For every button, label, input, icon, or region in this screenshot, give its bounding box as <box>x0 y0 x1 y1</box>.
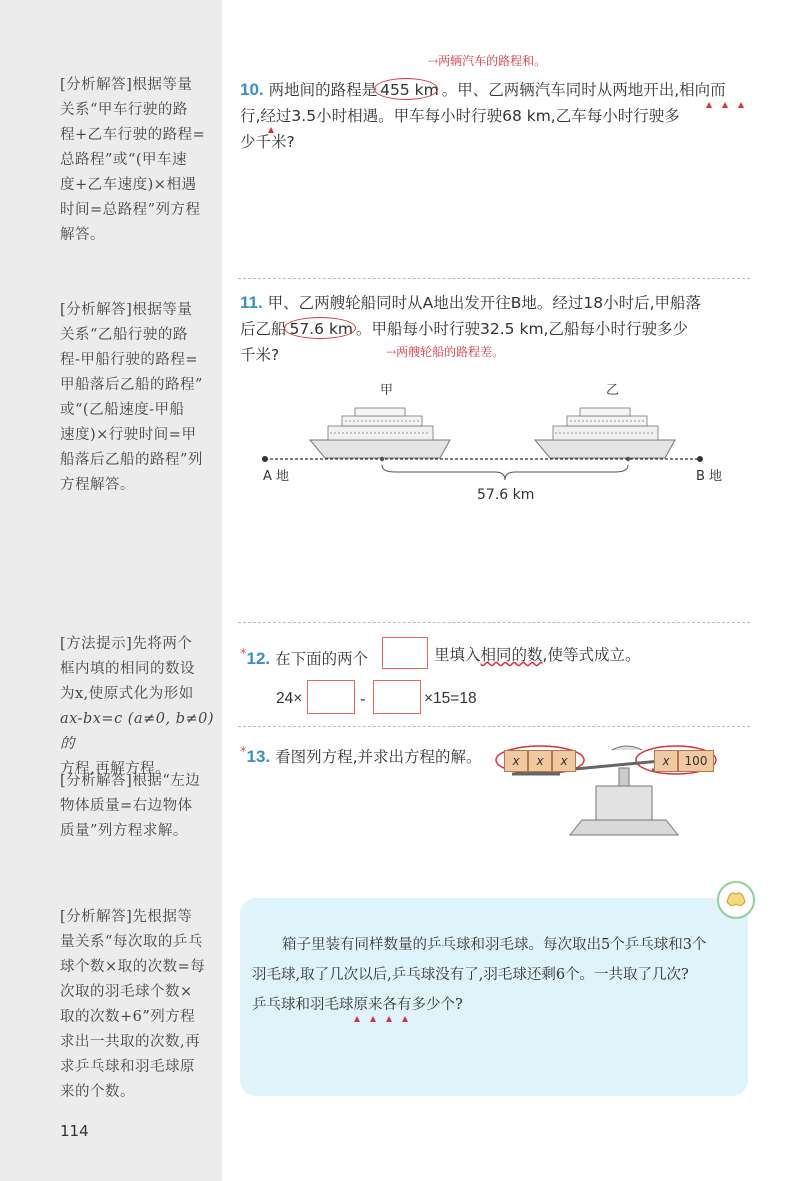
right-pan-blocks <box>654 750 714 772</box>
left-pan-blocks <box>504 750 576 772</box>
block-x: x <box>504 750 528 772</box>
brain-badge-icon <box>716 880 756 920</box>
divider <box>238 278 750 279</box>
puzzle-text: 箱子里装有同样数量的乒乓球和羽毛球。每次取出5个乒乓球和3个 羽毛球,取了几次以后,乒乓球没有了,羽毛球还剩6个。一共取了几次? 乒乓球和羽毛球原来各有多少个? <box>252 937 707 1013</box>
gap-label: 57.6 km <box>477 487 535 503</box>
emphasis-mark <box>268 127 274 133</box>
emphasis-mark <box>354 1016 360 1022</box>
q10-annotation: ⤑两辆汽车的路程和。 <box>428 54 547 68</box>
emphasis-mark <box>402 1016 408 1022</box>
block-100: 100 <box>678 750 714 772</box>
sidebar-hint-q11: [分析解答]根据等量 关系“乙船行驶的路 程-甲船行驶的路程= 甲船落后乙船的路程” 或“(乙船速度-甲船 速度)×行驶时间=甲 船落后乙船的路程”列 方程解答。 <box>60 302 203 493</box>
equation-part-a: 24× <box>276 690 303 707</box>
emphasis-mark <box>738 102 744 108</box>
balance-scale-icon <box>492 730 732 845</box>
sidebar-hint-q12: [方法提示]先将两个 框内填的相同的数设 为x,使原式化为形如 ax-bx=c (a≠0, b≠0) 的 方程,再解方程。 <box>60 636 215 777</box>
sidebar-hint-q10: [分析解答]根据等量 关系“甲车行驶的路 程+乙车行驶的路程= 总路程”或“(甲车速 度+乙车速度)×相遇 时间=总路程”列方程 解答。 <box>60 77 206 243</box>
point-b <box>697 456 703 462</box>
label-jia: 甲 <box>380 383 394 398</box>
sidebar-hint-tip: [分析解答]先根据等 量关系“每次取的乒乓 球个数×取的次数=每 次取的羽毛球个数× 取的次数+6”列方程 求出一共取的次数,再 求乒乓球和羽毛球原 来的个数。 <box>60 909 206 1100</box>
q11-ellipse <box>284 317 356 339</box>
emphasis-mark <box>722 102 728 108</box>
sidebar-hint-q13: [分析解答]根据“左边 物体质量=右边物体 质量”列方程求解。 <box>60 773 201 839</box>
label-b: B 地 <box>696 469 723 484</box>
label-a: A 地 <box>263 469 290 484</box>
q11-distance-circled: 57.6 km <box>287 316 357 342</box>
q10-ellipse <box>374 78 438 100</box>
gap-brace <box>382 465 628 480</box>
block-x: x <box>528 750 552 772</box>
answer-box-1[interactable] <box>307 680 355 714</box>
question-12: *12. 在下面的两个 <box>240 647 369 669</box>
question-13: *13. 看图列方程,并求出方程的解。 <box>240 745 482 767</box>
question-11: 11. 甲、乙两艘轮船同时从A地出发开往B地。经过18小时后,甲船落 后乙船 57.6 km 。甲船每小时行驶32.5 km,乙船每小时行驶多少 千米? <box>240 293 702 364</box>
equation-minus: - <box>360 690 366 708</box>
divider <box>238 726 750 727</box>
block-x: x <box>654 750 678 772</box>
ship-yi-icon <box>535 408 675 458</box>
block-x: x <box>552 750 576 772</box>
answer-box-2[interactable] <box>373 680 421 714</box>
emphasis-mark <box>386 1016 392 1022</box>
divider <box>238 622 750 623</box>
question-12-text: 里填入相同的数,使等式成立。 <box>434 646 641 664</box>
question-10: 10. 两地间的路程是 455 km 。甲、乙两辆汽车同时从两地开出,相向而 行,经过3.5小时相遇。甲车每小时行驶68 km,乙车每小时行驶多 少千米? <box>240 77 760 155</box>
ship-jia-icon <box>310 408 450 458</box>
equation-part-b: ×15=18 <box>424 690 477 707</box>
point-a <box>262 456 268 462</box>
page-number: 114 <box>60 1122 89 1140</box>
answer-box-sample <box>382 637 428 669</box>
q10-distance-circled: 455 km <box>377 77 442 103</box>
emphasis-mark <box>370 1016 376 1022</box>
label-yi: 乙 <box>606 383 620 398</box>
emphasis-mark <box>706 102 712 108</box>
q11-annotation: ⤑两艘轮船的路程差。 <box>386 345 505 359</box>
